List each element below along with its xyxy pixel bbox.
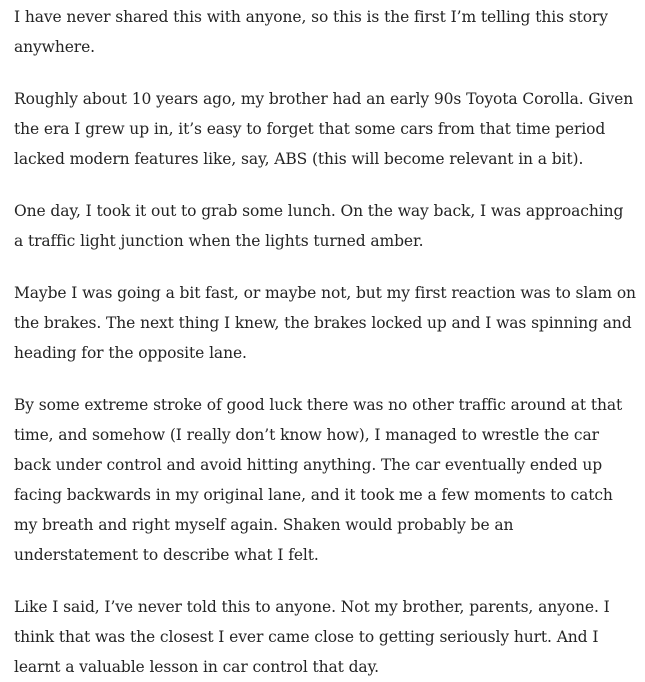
article-body [0, 2, 645, 682]
paragraph-brakes: Maybe I was going a bit fast, or maybe not, but my first reaction was to slam on the brakes. The next thing I knew, the brakes locked up and I was spinning and heading for the opposite lane. [14, 284, 636, 362]
paragraph-luck: By some extreme stroke of good luck there was no other traffic around at that time, and somehow (I really don’t know how), I managed to wrestle the car back under control and avoid hitting anything. The car eventually ended up facing backwards in my original lane, and it took me a few moments to catch my breath and right myself again. Shaken would probably be an understatement to describe what I felt. [14, 396, 623, 564]
paragraph-conclusion: Like I said, I’ve never told this to anyone. Not my brother, parents, anyone. I think that was the closest I ever came close to getting seriously hurt. And I learnt a valuable lesson in car control that day. [14, 598, 610, 676]
paragraph-intro: I have never shared this with anyone, so this is the first I’m telling this story anywhere. [14, 8, 608, 56]
paragraph-corolla: Roughly about 10 years ago, my brother had an early 90s Toyota Corolla. Given the era I grew up in, it’s easy to forget that some cars from that time period lacked modern features like, say, ABS (this will become relevant in a bit). [14, 90, 634, 168]
paragraph-lunch: One day, I took it out to grab some lunch. On the way back, I was approaching a traffic light junction when the lights turned amber. [14, 202, 624, 250]
